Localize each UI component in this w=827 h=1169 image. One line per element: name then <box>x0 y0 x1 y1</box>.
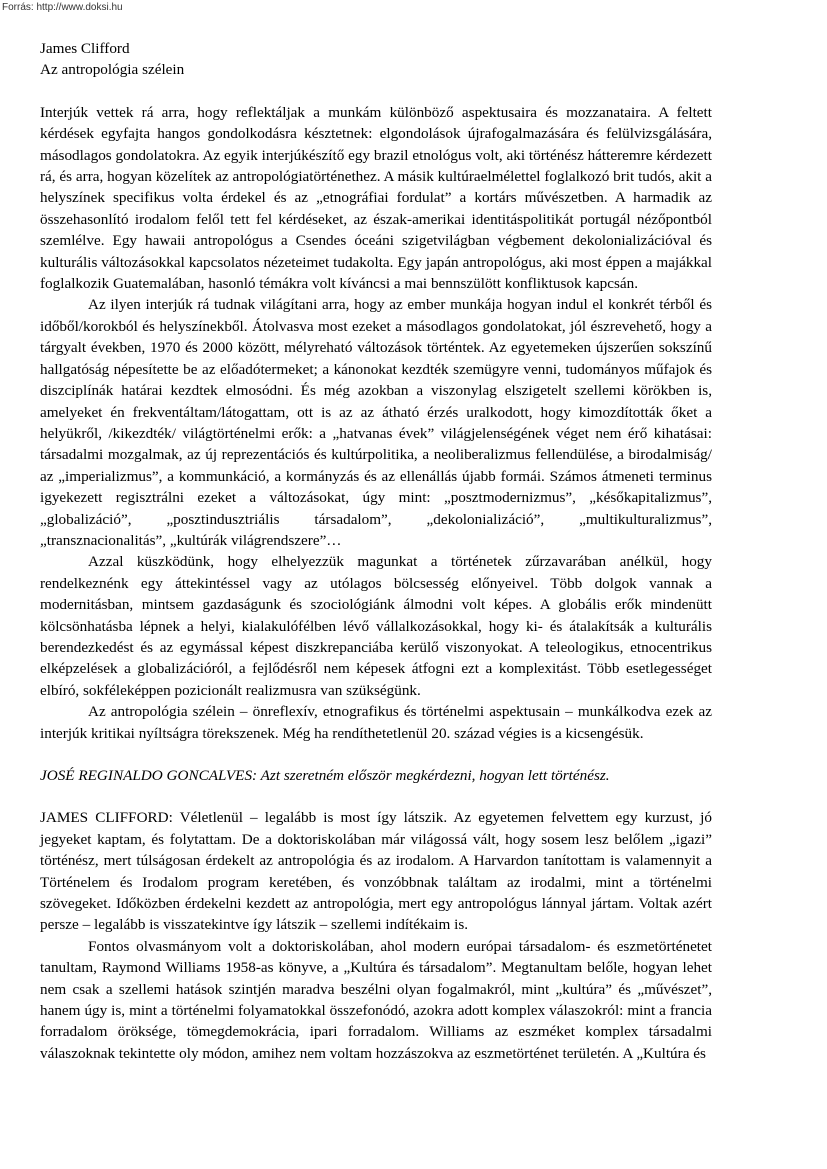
intro-paragraph: Az ilyen interjúk rá tudnak világítani arra, hogy az ember munkája hogyan indul el konkrét térből és időből/korokból és helyszínekből. Átolvasva most ezeket a másodlagos gondolatokat, jól észrevehető, hogy a tárgyalt években, 1970 és 2000 között, mélyreható változások történtek. Az egyetemeken újszerűen sokszínű hallgatóság népesítette be az előadótermeket; a kánonokat kezdték szemügyre venni, tudományos műfajok és diszciplínák határai kezdtek elmosódni. És még azokban a viszonylag elszigetelt szellemi körökben is, amelyeket én frekventáltam/látogattam, ott is az az átható érzés uralkodott, hogy kimozdították őket a helyükről, /kikezdték/ világtörténelmi erők: a „hatvanas évek” világjelenségének véget nem érő kihatásai: társadalmi mozgalmak, az új reprezentációs és kultúrpolitika, a neoliberalizmus fellendülése, a birodalmiság/ az „imperializmus”, a kommunkáció, a kormányzás és az ellenállás újabb formái. Számos átmeneti terminus igyekezett regisztrálni ezeket a változásokat, úgy mint: „posztmodernizmus”, „későkapitalizmus”, „globalizáció”, „posztindusztriális társadalom”, „dekolonializáció”, „multikulturalizmus”, „transznacionalitás”, „kultúrák világrendszere”… <box>40 296 712 549</box>
document-page <box>40 38 712 1064</box>
intro-paragraph: Azzal küszködünk, hogy elhelyezzük magunkat a történetek zűrzavarában anélkül, hogy rendelkeznénk egy áttekintéssel vagy az utólagos bölcsesség előnyeivel. Több dolgok vannak a modernitásban, mintsem gazdaságunk és szociológiánk álmodni volt képes. A globális erők mindenütt kölcsönhatásba lépnek a helyi, kialakulófélben lévő vállalkozásokkal, hogy ki- és átalakítsák a kulturális berendezkedést és az egymással képest diszkrepanciába kerülő viszonyokat. A teleologikus, etnocentrikus elképzelések a globalizációról, a fejlődésről nem képesek átfogni ezt a komplexitást. Több esetlegességet elbíró, sokféleképpen pozicionált realizmusra van szükségünk. <box>40 553 712 699</box>
source-note: Forrás: http://www.doksi.hu <box>2 2 123 13</box>
answer-paragraph: JAMES CLIFFORD: Véletlenül – legalább is most így látszik. Az egyetemen felvettem egy kurzust, jó jegyeket kaptam, és folytattam. De a doktoriskolában már világossá vált, hogy sosem lesz belőlem „igazi” történész, mert túlságosan érdekelt az antropológia és az irodalom. A Harvardon tanítottam is valamennyit a Történelem és Irodalom program keretében, és vonzóbbnak találtam az irodalmi, mint a történelmi szövegeket. Időközben érdekelni kezdett az antropológia, mert egy antropológus lánnyal jártam. Voltak azért persze – legalább is visszatekintve így látszik – szellemi indítékaim is. <box>40 809 712 934</box>
intro-paragraph: Interjúk vettek rá arra, hogy reflektáljak a munkám különböző aspektusaira és mozzanataira. A feltett kérdések egyfajta hangos gondolkodásra késztetnek: elgondolások újrafogalmazására és felülvizsgálására, másodlagos gondolatokra. Az egyik interjúkészítő egy brazil etnológus volt, aki történész hátteremre kérdezett rá, és arra, hogyan közelítek az antropológiatörténethez. A másik kultúraelmélettel foglalkozó brit tudós, akit a helyszínek specifikus volta érdekel és az „etnográfiai fordulat” a kortárs művészetben. A harmadik az összehasonlító irodalom felől tett fel kérdéseket, az észak-amerikai identitáspolitikát portugál nézőpontból szemlélve. Egy hawaii antropológus a Csendes óceáni szigetvilágban végbement dekolonializációval és kulturális változásokkal kapcsolatos nézeteimet tudakolta. Egy japán antropológus, aki most éppen a majákkal foglalkozik Guatemalában, hasonló témákra volt kíváncsi a mai bennszülött konfliktusok kapcsán. <box>40 103 712 293</box>
interview-question: JOSÉ REGINALDO GONCALVES: Azt szeretném először megkérdezni, hogyan lett történész. <box>40 767 610 784</box>
author-name: James Clifford <box>40 40 130 57</box>
document-title: Az antropológia szélein <box>40 61 185 79</box>
answer-paragraph: Fontos olvasmányom volt a doktoriskolában, ahol modern európai társadalom- és eszmetörténetet tanultam, Raymond Williams 1958-as könyve, a „Kultúra és társadalom”. Megtanultam belőle, hogyan lehet nem csak a szellemi hatások szintjén maradva beszélni olyan fogalmakról, mint „kultúra” és „művészet”, hanem úgy is, mint a történelmi folyamatokkal összefonódó, azokra adott komplex válaszokról: mint a francia forradalom öröksége, tömegdemokrácia, ipari forradalom. Williams az eszméket komplex társadalmi válaszoknak tekintette oly módon, amihez nem voltam hozzászokva az eszmetörténet területén. A „Kultúra és <box>40 937 712 1062</box>
intro-paragraph: Az antropológia szélein – önreflexív, etnografikus és történelmi aspektusain – munkálkodva ezek az interjúk kritikai nyíltságra törekszenek. Még ha rendíthetetlenül 20. század végies is a kicsengésük. <box>40 703 712 742</box>
